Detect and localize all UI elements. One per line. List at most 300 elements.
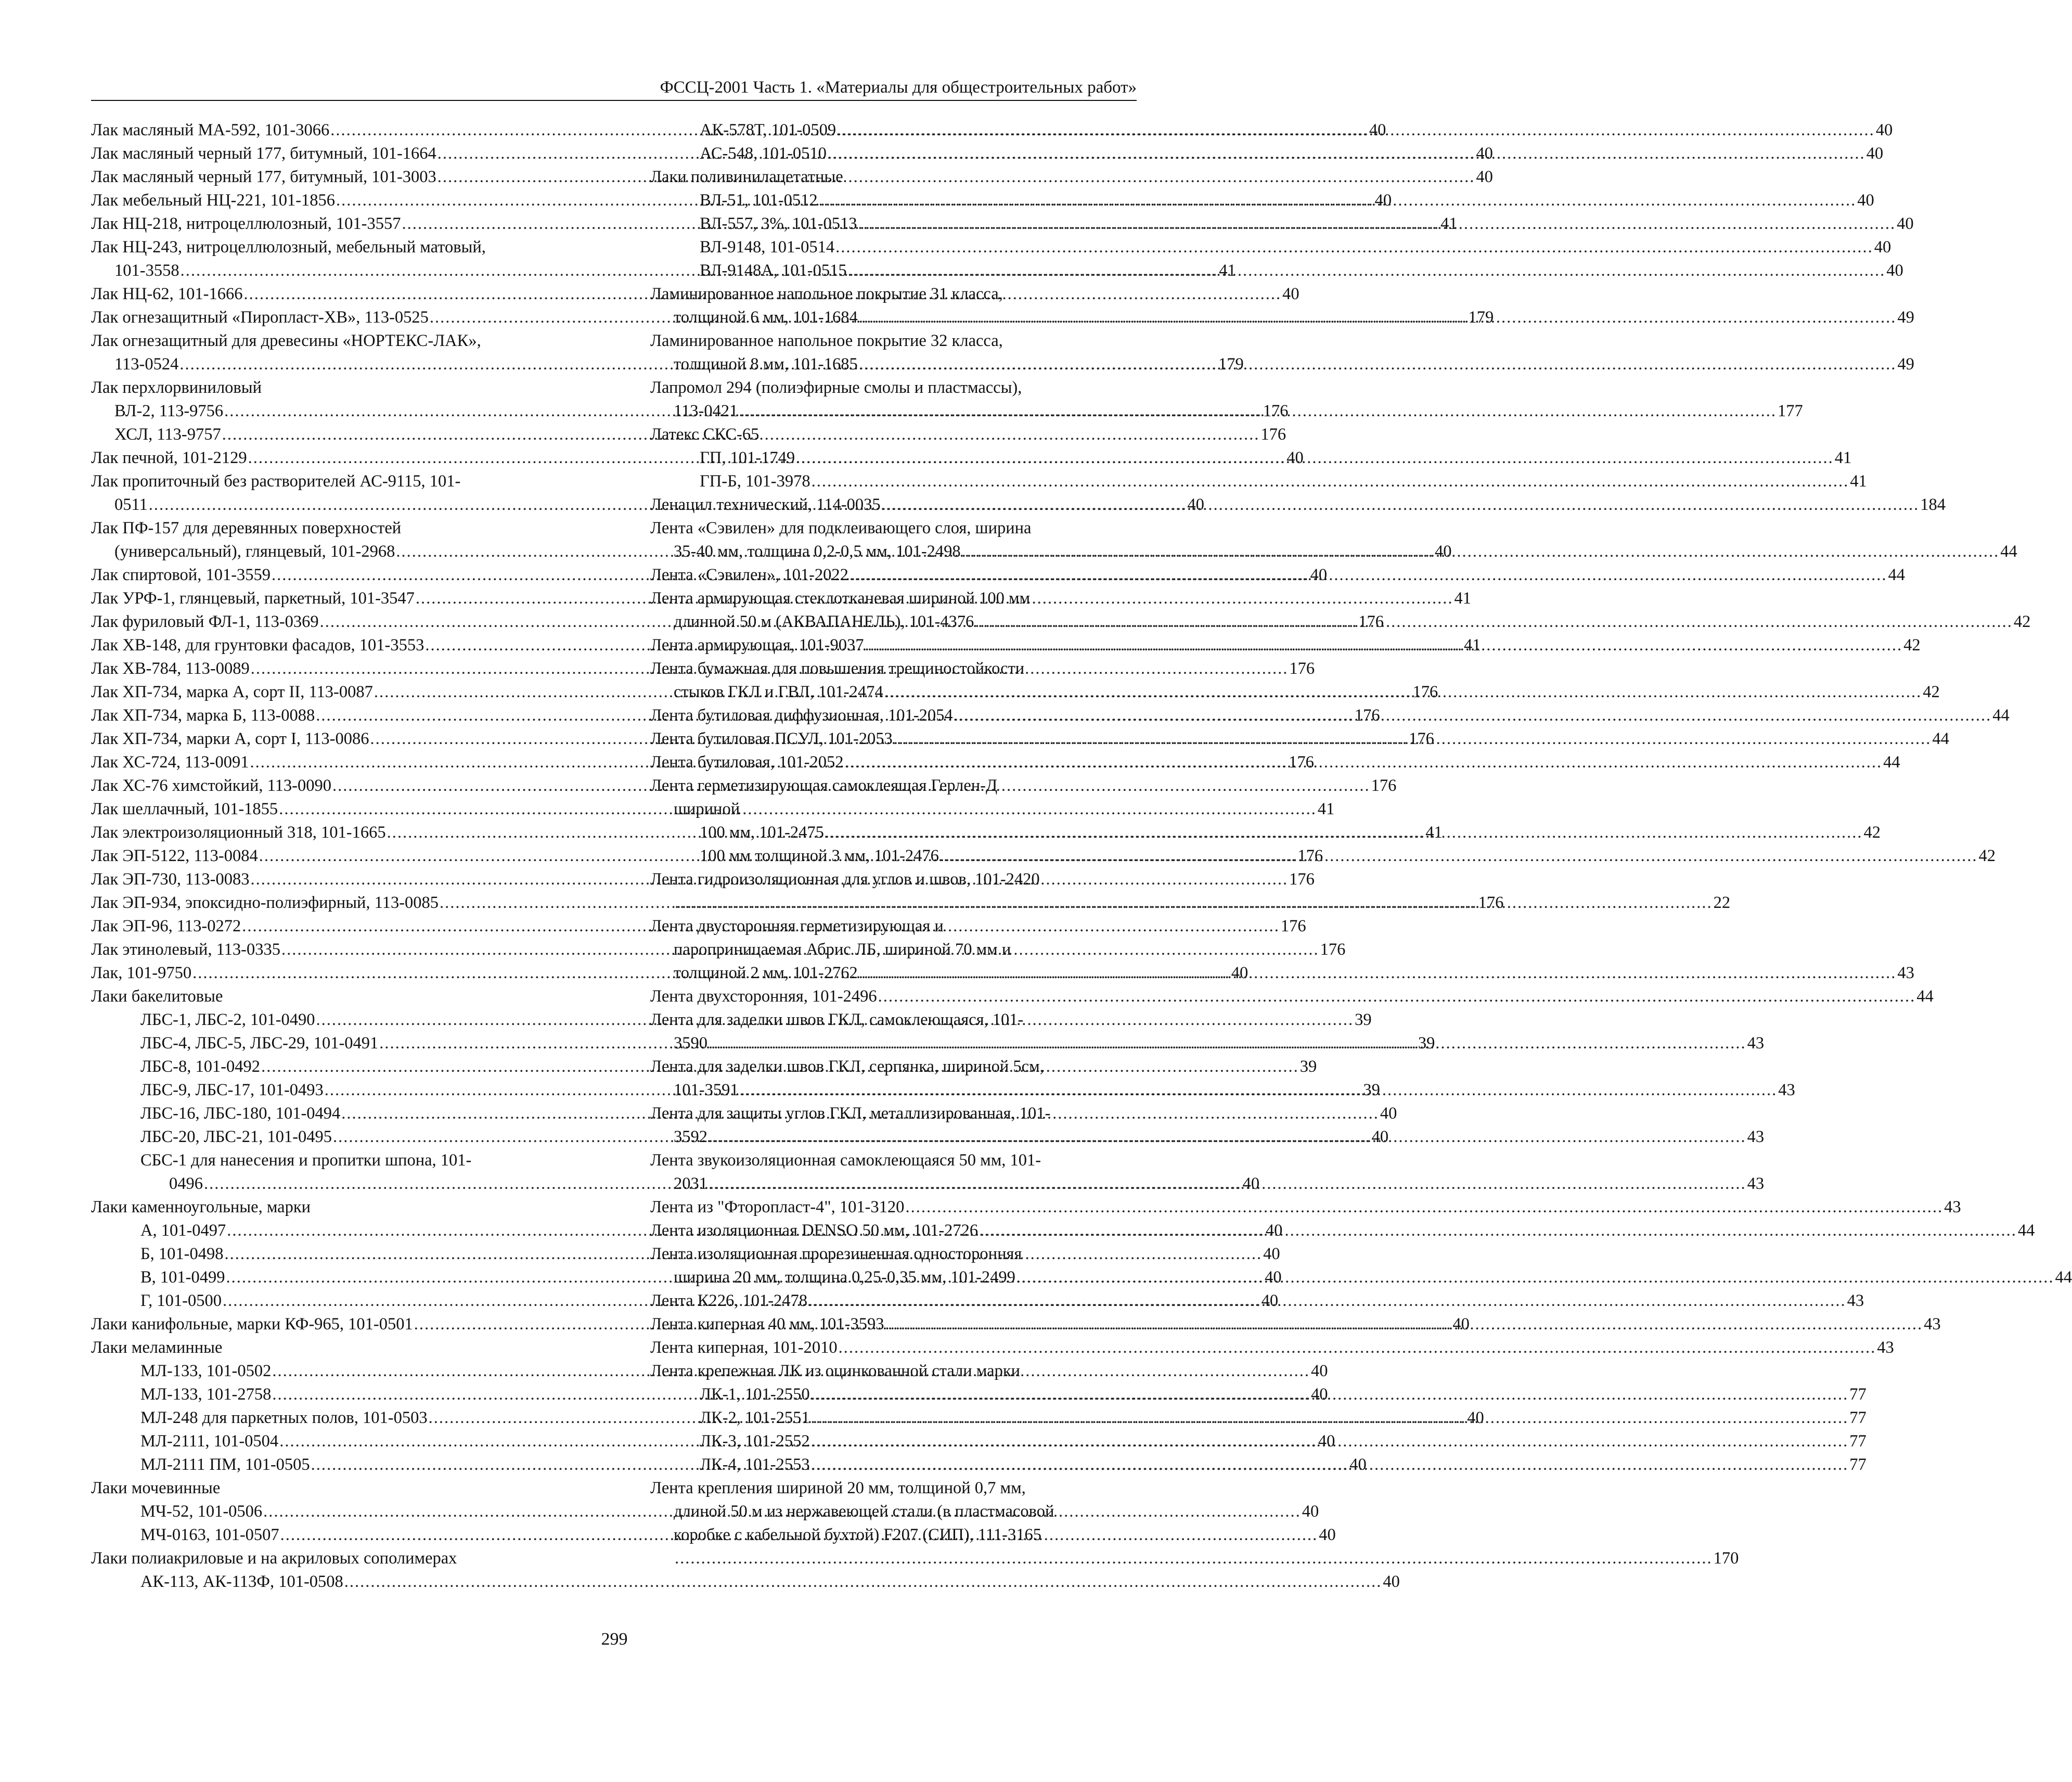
index-entry	[650, 1008, 1137, 1032]
entry-page-ref: 177	[1778, 402, 1803, 420]
entry-text: ЛБС-8, 101-0492	[140, 1057, 261, 1076]
entry-text: длиной 50 м из нержавеющей стали (в пластмасовой	[674, 1502, 1054, 1521]
entry-text: Лента бутиловая, 101-2052	[650, 753, 844, 772]
entry-page-ref: 42	[1923, 683, 1940, 701]
entry-text: Лак масляный МА-592, 101-3066	[91, 121, 330, 139]
entry-page-ref: 49	[1897, 308, 1914, 327]
entry-text: Лента «Сэвилен», 101-2022	[650, 566, 848, 584]
entry-page-ref: 176	[1297, 847, 1323, 865]
entry-page-ref: 176	[1260, 425, 1286, 444]
entry-text: МЛ-2111, 101-0504	[140, 1432, 279, 1451]
index-entry	[91, 1547, 577, 1570]
index-entry	[650, 236, 1891, 259]
entry-text: ЛБС-16, ЛБС-180, 101-0494	[140, 1104, 341, 1123]
index-entry	[650, 119, 1893, 142]
entry-text: МЛ-248 для паркетных полов, 101-0503	[140, 1408, 428, 1427]
index-entry	[650, 915, 1137, 938]
entry-page-ref: 40	[1242, 1174, 1260, 1193]
entry-text: Лента К226, 101-2478	[650, 1291, 808, 1310]
entry-page-ref: 40	[1265, 1221, 1283, 1240]
index-entry	[650, 1547, 1739, 1570]
leader-dots	[707, 1125, 1747, 1149]
entry-text: Латекс СКС-65	[650, 425, 760, 444]
entry-page-ref: 43	[1747, 1034, 1765, 1053]
entry-text: ширина 20 мм, толщина 0,25-0,35 мм, 101-2499	[674, 1268, 1015, 1287]
entry-page-ref: 40	[1286, 448, 1304, 467]
entry-page-ref: 176	[1289, 870, 1315, 889]
leader-dots	[810, 470, 1850, 493]
leader-dots	[847, 259, 1887, 283]
entry-text: Лента для защиты углов ГКЛ, металлизированная, 101-	[650, 1104, 1051, 1123]
entry-page-ref: 176	[1354, 706, 1380, 725]
entry-text: коробке с кабельной бухтой) F207 (СИП), 111-3165	[674, 1525, 1041, 1544]
leader-dots	[953, 704, 1993, 727]
index-entry	[650, 774, 1137, 798]
entry-text: Лак УРФ-1, глянцевый, паркетный, 101-3547	[91, 589, 415, 608]
entry-page-ref: 176	[1289, 753, 1314, 772]
index-entry	[91, 376, 577, 400]
leader-dots	[810, 1453, 1850, 1477]
index-entry	[650, 587, 1137, 610]
entry-page-ref: 44	[1888, 566, 1906, 584]
entry-page-ref: 43	[1944, 1198, 1961, 1216]
entry-page-ref: 44	[2000, 542, 2017, 561]
entry-page-ref: 170	[1713, 1549, 1739, 1568]
entry-page-ref: 77	[1849, 1455, 1867, 1474]
entry-page-ref: 39	[1355, 1010, 1372, 1029]
entry-page-ref: 40	[1874, 238, 1891, 257]
entry-page-ref: 42	[1863, 823, 1881, 842]
index-entry	[650, 1102, 1137, 1125]
entry-page-ref: 40	[1302, 1502, 1319, 1521]
entry-page-ref: 43	[1897, 964, 1914, 982]
entry-text: Лента двусторонняя герметизирующая и	[650, 917, 944, 935]
entry-page-ref: 40	[1897, 214, 1914, 233]
entry-text: Лаки каменноугольные, марки	[91, 1198, 311, 1216]
index-entry	[91, 1196, 577, 1219]
index-entry	[91, 329, 577, 353]
leader-dots	[848, 563, 1888, 587]
index-entry	[650, 1477, 1137, 1500]
entry-text: Лента изоляционная DENSO 50 мм, 101-2726	[650, 1221, 979, 1240]
entry-text: МЛ-2111 ПМ, 101-0505	[140, 1455, 310, 1474]
entry-text: шириной	[674, 800, 740, 818]
entry-page-ref: 40	[1476, 168, 1493, 186]
entry-page-ref: 40	[1866, 144, 1884, 163]
entry-text: МЧ-52, 101-0506	[140, 1502, 263, 1521]
entry-text: В, 101-0499	[140, 1268, 225, 1287]
entry-page-ref: 176	[1358, 612, 1384, 631]
entry-page-ref: 40	[1263, 1245, 1280, 1263]
entry-text: Лента звукоизоляционная самоклеющаяся 50 мм, 101-	[650, 1151, 1041, 1170]
entry-text: Лента герметизирующая самоклеящая Герлен-Д	[650, 776, 998, 795]
entry-page-ref: 40	[1875, 121, 1893, 139]
entry-text: Лак ХВ-784, 113-0089	[91, 659, 250, 678]
entry-text: Лента армирующая стеклотканевая шириной 100 мм	[650, 589, 1031, 608]
entry-text: (универсальный), глянцевый, 101-2968	[114, 542, 395, 561]
entry-text: МЛ-133, 101-0502	[140, 1362, 272, 1380]
leader-dots	[883, 681, 1923, 704]
index-entry	[650, 1313, 1941, 1336]
leader-dots	[738, 400, 1778, 423]
index-entry	[650, 470, 1867, 493]
leader-dots	[810, 1430, 1850, 1453]
index-entry	[650, 938, 1137, 961]
entry-text: ЛБС-20, ЛБС-21, 101-0495	[140, 1127, 332, 1146]
entry-text: пароприницаемая Абрис ЛБ, шириной 70 мм и	[674, 940, 1011, 959]
entry-page-ref: 40	[1886, 261, 1903, 280]
leader-dots	[707, 1172, 1747, 1196]
entry-page-ref: 176	[1409, 729, 1434, 748]
entry-page-ref: 42	[1978, 847, 1996, 865]
entry-text: Лента армирующая, 101-9037	[650, 636, 864, 655]
entry-text: Лак электроизоляционный 318, 101-1665	[91, 823, 386, 842]
entry-page-ref: 43	[1877, 1338, 1894, 1357]
entry-page-ref: 41	[1834, 448, 1852, 467]
entry-text: ЛБС-1, ЛБС-2, 101-0490	[140, 1010, 315, 1029]
entry-page-ref: 179	[1218, 355, 1244, 374]
entry-text: ВЛ-557, 3%, 101-0513	[700, 214, 857, 233]
entry-text: толщиной 8 мм, 101-1685	[674, 355, 858, 374]
entry-page-ref: 40	[1374, 191, 1392, 210]
leader-dots	[884, 1313, 1924, 1336]
entry-text: Лента для заделки швов ГКЛ, самоклеющаяся, 101-	[650, 1010, 1024, 1029]
index-entry	[650, 868, 1137, 891]
entry-page-ref: 39	[1299, 1057, 1317, 1076]
entry-page-ref: 41	[1317, 800, 1335, 818]
entry-text: Лак ХС-76 химстойкий, 113-0090	[91, 776, 331, 795]
entry-text: ЛК-2, 101-2551	[700, 1408, 810, 1427]
entry-page-ref: 176	[1320, 940, 1346, 959]
index-entry	[650, 1523, 1137, 1547]
entry-text: АК-113, АК-113Ф, 101-0508	[140, 1572, 343, 1591]
entry-page-ref: 40	[1310, 1362, 1328, 1380]
entry-page-ref: 43	[1747, 1127, 1765, 1146]
entry-page-ref: 39	[1363, 1081, 1380, 1099]
entry-text: ЛК-3, 101-2552	[700, 1432, 810, 1451]
entry-text: МЛ-133, 101-2758	[140, 1385, 272, 1404]
entry-text: Лента бумажная для повышения трещиностойкости	[650, 659, 1025, 678]
entry-page-ref: 44	[2017, 1221, 2035, 1240]
entry-page-ref: 176	[1280, 917, 1306, 935]
index-entry	[650, 283, 1137, 306]
entry-text: ХСЛ, 113-9757	[114, 425, 221, 444]
entry-text: Лента крепления шириной 20 мм, толщиной 0,7 мм,	[650, 1479, 1026, 1497]
leader-dots	[739, 1079, 1779, 1102]
entry-page-ref: 40	[1380, 1104, 1397, 1123]
entry-text: ВЛ-9148А, 101-0515	[700, 261, 847, 280]
leader-dots	[844, 751, 1884, 774]
entry-page-ref: 41	[1425, 823, 1443, 842]
entry-page-ref: 43	[1924, 1315, 1941, 1334]
entry-text: Лента бутиловая ПСУЛ, 101-2053	[650, 729, 893, 748]
entry-text: 113-0524	[114, 355, 179, 374]
entry-page-ref: 40	[1265, 1268, 1282, 1287]
entry-text: Лента из "Фторопласт-4", 101-3120	[650, 1198, 905, 1216]
leader-dots	[858, 961, 1898, 985]
leader-dots	[1015, 1266, 2055, 1289]
entry-text: Лак огнезащитный «Пиропласт-ХВ», 113-0525	[91, 308, 429, 327]
index-entry	[650, 1500, 1137, 1523]
entry-text: Лак ПФ-157 для деревянных поверхностей	[91, 519, 402, 537]
entry-text: 3590	[674, 1034, 707, 1053]
leader-dots	[877, 985, 1917, 1008]
entry-page-ref: 77	[1849, 1385, 1867, 1404]
leader-dots	[904, 1196, 1944, 1219]
index-entry	[650, 376, 1137, 400]
entry-text: Лента бутиловая диффузионная, 101-2054	[650, 706, 953, 725]
entry-text: Лаки меламинные	[91, 1338, 223, 1357]
entry-text: 101-3591	[674, 1081, 739, 1099]
leader-dots	[838, 1336, 1877, 1360]
entry-page-ref: 42	[2013, 612, 2031, 631]
entry-text: 101-3558	[114, 261, 179, 280]
index-entry	[650, 1242, 1137, 1266]
entry-page-ref: 176	[1478, 893, 1504, 912]
entry-text: 35-40 мм, толщина 0,2-0,5 мм, 101-2498	[674, 542, 961, 561]
entry-text: Г, 101-0500	[140, 1291, 222, 1310]
index-entry	[650, 985, 1934, 1008]
entry-text: ВЛ-9148, 101-0514	[700, 238, 835, 257]
entry-text: Лак спиртовой, 101-3559	[91, 566, 271, 584]
leader-dots	[858, 306, 1898, 329]
entry-text: Лаки мочевинные	[91, 1479, 221, 1497]
running-header: ФССЦ-2001 Часть 1. «Материалы для общестроительных работ»	[91, 77, 1137, 101]
entry-text: Лак этинолевый, 113-0335	[91, 940, 280, 959]
entry-text: Лапромол 294 (полиэфирные смолы и пластмассы),	[650, 378, 1022, 397]
leader-dots	[343, 1570, 1383, 1594]
entry-page-ref: 40	[1435, 542, 1452, 561]
entry-page-ref: 40	[1318, 1432, 1335, 1451]
leader-dots	[857, 212, 1897, 236]
index-entry	[650, 1055, 1137, 1079]
entry-text: 0496	[169, 1174, 203, 1193]
entry-page-ref: 39	[1418, 1034, 1435, 1053]
entry-text: Лак ХП-734, марки А, сорт I, 113-0086	[91, 729, 369, 748]
entry-page-ref: 40	[1467, 1408, 1484, 1427]
entry-text: Лак пропиточный без растворителей АС-9115, 101-	[91, 472, 461, 491]
index-entry	[91, 1336, 577, 1360]
entry-text: ВЛ-2, 113-9756	[114, 402, 224, 420]
entry-page-ref: 176	[1412, 683, 1438, 701]
index-entry	[91, 1570, 1400, 1594]
entry-page-ref: 41	[1850, 472, 1867, 491]
entry-text: Лаки полиакриловые и на акриловых сополимерах	[91, 1549, 457, 1568]
index-entry	[650, 165, 1137, 189]
entry-text: АС-548, 101-0510	[700, 144, 827, 163]
entry-page-ref: 176	[1371, 776, 1397, 795]
entry-text: 113-0421	[674, 402, 738, 420]
entry-page-ref: 44	[2055, 1268, 2072, 1287]
entry-text: ЛК-1, 101-2550	[700, 1385, 810, 1404]
index-entry	[650, 657, 1137, 681]
leader-dots	[978, 1219, 2018, 1242]
entry-text: Лак мебельный НЦ-221, 101-1856	[91, 191, 336, 210]
entry-page-ref: 40	[1310, 1385, 1328, 1404]
page-number: 299	[601, 1630, 628, 1649]
entry-text: А, 101-0497	[140, 1221, 226, 1240]
entry-text: Лента крепежная ЛК из оцинкованной стали марки	[650, 1362, 1021, 1380]
entry-text: 0511	[114, 495, 148, 514]
index-entry	[650, 1360, 1137, 1383]
entry-page-ref: 184	[1920, 495, 1946, 514]
entry-page-ref: 42	[1903, 636, 1921, 655]
entry-page-ref: 40	[1282, 285, 1299, 303]
entry-page-ref: 40	[1231, 964, 1249, 982]
entry-text: толщиной 6 мм, 101-1684	[674, 308, 858, 327]
entry-page-ref: 40	[1476, 144, 1493, 163]
entry-text: Лак ЭП-934, эпоксидно-полиэфирный, 113-0085	[91, 893, 439, 912]
entry-text: Лак НЦ-218, нитроцеллюлозный, 101-3557	[91, 214, 401, 233]
leader-dots	[818, 189, 1858, 212]
index-entry	[650, 517, 1137, 540]
entry-text: длинной 50 м (АКВАПАНЕЛЬ), 101-4376	[674, 612, 974, 631]
entry-text: ВЛ-51, 101-0512	[700, 191, 818, 210]
entry-text: 3592	[674, 1127, 707, 1146]
entry-text: Лента изоляционная прорезиненная односторонняя	[650, 1245, 1022, 1263]
entry-text: Лента киперная 40 мм, 101-3593	[650, 1315, 884, 1334]
entry-text: Лак ЭП-730, 113-0083	[91, 870, 250, 889]
entry-text: 100 мм, 101-2475	[700, 823, 824, 842]
entry-text: Лаки поливинилацетатные	[650, 168, 843, 186]
entry-page-ref: 40	[1187, 495, 1204, 514]
leader-dots	[939, 844, 1979, 868]
leader-dots	[707, 1032, 1747, 1055]
entry-text: Лента для заделки швов ГКЛ, серпянка, шириной 5см,	[650, 1057, 1044, 1076]
leader-dots	[836, 119, 1876, 142]
entry-page-ref: 49	[1897, 355, 1914, 374]
leader-dots	[810, 1383, 1850, 1406]
entry-page-ref: 40	[1383, 1572, 1400, 1591]
entry-text: МЧ-0163, 101-0507	[140, 1525, 279, 1544]
leader-dots	[795, 446, 1835, 470]
entry-text: Ленацил технический, 114-0035	[650, 495, 881, 514]
entry-text: ЛБС-4, ЛБС-5, ЛБС-29, 101-0491	[140, 1034, 379, 1053]
leader-dots	[674, 1547, 1714, 1570]
entry-page-ref: 77	[1849, 1408, 1867, 1427]
entry-page-ref: 44	[1932, 729, 1949, 748]
leader-dots	[881, 493, 1921, 517]
index-entry	[650, 493, 1946, 517]
entry-text: АК-578Т, 101-0509	[700, 121, 836, 139]
leader-dots	[858, 353, 1898, 376]
leader-dots	[974, 610, 2014, 634]
index-entry	[91, 470, 577, 493]
leader-dots	[864, 634, 1904, 657]
leader-dots	[834, 236, 1874, 259]
entry-text: ЛК-4, 101-2553	[700, 1455, 810, 1474]
entry-text: Лак масляный черный 177, битумный, 101-1664	[91, 144, 436, 163]
entry-text: Лента двухсторонняя, 101-2496	[650, 987, 877, 1006]
leader-dots	[824, 821, 1864, 844]
entry-text: Ламинированное напольное покрытие 32 класса,	[650, 331, 1003, 350]
entry-page-ref: 77	[1849, 1432, 1867, 1451]
entry-text: Лак ХВ-148, для грунтовки фасадов, 101-3553	[91, 636, 424, 655]
leader-dots	[674, 891, 1714, 915]
index-entry	[91, 891, 1504, 915]
entry-page-ref: 41	[1454, 589, 1472, 608]
entry-text: Ламинированное напольное покрытие 31 класса,	[650, 285, 1003, 303]
leader-dots	[961, 540, 2001, 563]
entry-text: Лента гидроизоляционная для углов и швов, 101-2420	[650, 870, 1040, 889]
entry-page-ref: 176	[1289, 659, 1315, 678]
entry-text: Лак печной, 101-2129	[91, 448, 247, 467]
entry-page-ref: 40	[1349, 1455, 1367, 1474]
entry-page-ref: 179	[1468, 308, 1494, 327]
entry-text: 100 мм толщиной 3 мм, 101-2476	[700, 847, 939, 865]
index-entry	[91, 1477, 577, 1500]
index-entry	[650, 1336, 1894, 1360]
index-entry	[650, 142, 1884, 165]
leader-dots	[807, 1289, 1847, 1313]
entry-text: Лак шеллачный, 101-1855	[91, 800, 278, 818]
entry-page-ref: 40	[1369, 121, 1386, 139]
entry-page-ref: 44	[1916, 987, 1934, 1006]
entry-text: Лаки бакелитовые	[91, 987, 223, 1006]
entry-page-ref: 43	[1847, 1291, 1864, 1310]
index-entry	[650, 423, 1137, 446]
entry-text: Лак огнезащитный для древесины «НОРТЕКС-ЛАК»,	[91, 331, 481, 350]
entry-text: Лак НЦ-243, нитроцеллюлозный, мебельный матовый,	[91, 238, 486, 257]
entry-page-ref: 41	[1463, 636, 1481, 655]
leader-dots	[827, 142, 1867, 165]
leader-dots	[810, 1406, 1850, 1430]
entry-page-ref: 40	[1261, 1291, 1279, 1310]
entry-page-ref: 40	[1310, 566, 1328, 584]
entry-text: Лак перхлорвиниловый	[91, 378, 262, 397]
entry-text: ГП, 101-1749	[700, 448, 795, 467]
index-entry	[91, 236, 577, 259]
entry-text: Лак ХС-724, 113-0091	[91, 753, 249, 772]
entry-page-ref: 44	[1883, 753, 1900, 772]
entry-text: Лак ХП-734, марка А, сорт II, 113-0087	[91, 683, 373, 701]
entry-page-ref: 41	[1219, 261, 1236, 280]
entry-page-ref: 176	[1263, 402, 1289, 420]
entry-text: Лак ЭП-96, 113-0272	[91, 917, 241, 935]
entry-text: ЛБС-9, ЛБС-17, 101-0493	[140, 1081, 324, 1099]
entry-text: СБС-1 для нанесения и пропитки шпона, 101-	[140, 1151, 472, 1170]
index-entry	[650, 1196, 1961, 1219]
index-entry	[650, 798, 1137, 821]
entry-page-ref: 44	[1992, 706, 2010, 725]
index-entry	[91, 985, 577, 1008]
entry-page-ref: 40	[1371, 1127, 1389, 1146]
entry-page-ref: 43	[1747, 1174, 1765, 1193]
entry-text: Лак, 101-9750	[91, 964, 192, 982]
entry-text: стыков ГКЛ и ГВЛ, 101-2474	[674, 683, 883, 701]
entry-page-ref: 40	[1857, 191, 1874, 210]
entry-page-ref: 41	[1440, 214, 1458, 233]
entry-text: Лак масляный черный 177, битумный, 101-3003	[91, 168, 436, 186]
index-entry	[91, 1149, 577, 1172]
index-entry	[650, 540, 2017, 563]
entry-page-ref: 22	[1713, 893, 1731, 912]
index-entry	[650, 189, 1874, 212]
entry-text: Лента киперная, 101-2010	[650, 1338, 838, 1357]
entry-text: Лак фуриловый ФЛ-1, 113-0369	[91, 612, 319, 631]
index-entry	[650, 329, 1137, 353]
entry-text: Лента «Сэвилен» для подклеивающего слоя, ширина	[650, 519, 1032, 537]
entry-text: 2031	[674, 1174, 707, 1193]
entry-page-ref: 43	[1778, 1081, 1795, 1099]
entry-text: Лак НЦ-62, 101-1666	[91, 285, 243, 303]
entry-text: Лаки канифольные, марки КФ-965, 101-0501	[91, 1315, 413, 1334]
index-entry	[91, 517, 577, 540]
leader-dots	[893, 727, 1933, 751]
entry-page-ref: 40	[1452, 1315, 1470, 1334]
entry-text: Лак ХП-734, марка Б, 113-0088	[91, 706, 315, 725]
entry-text: ГП-Б, 101-3978	[700, 472, 810, 491]
